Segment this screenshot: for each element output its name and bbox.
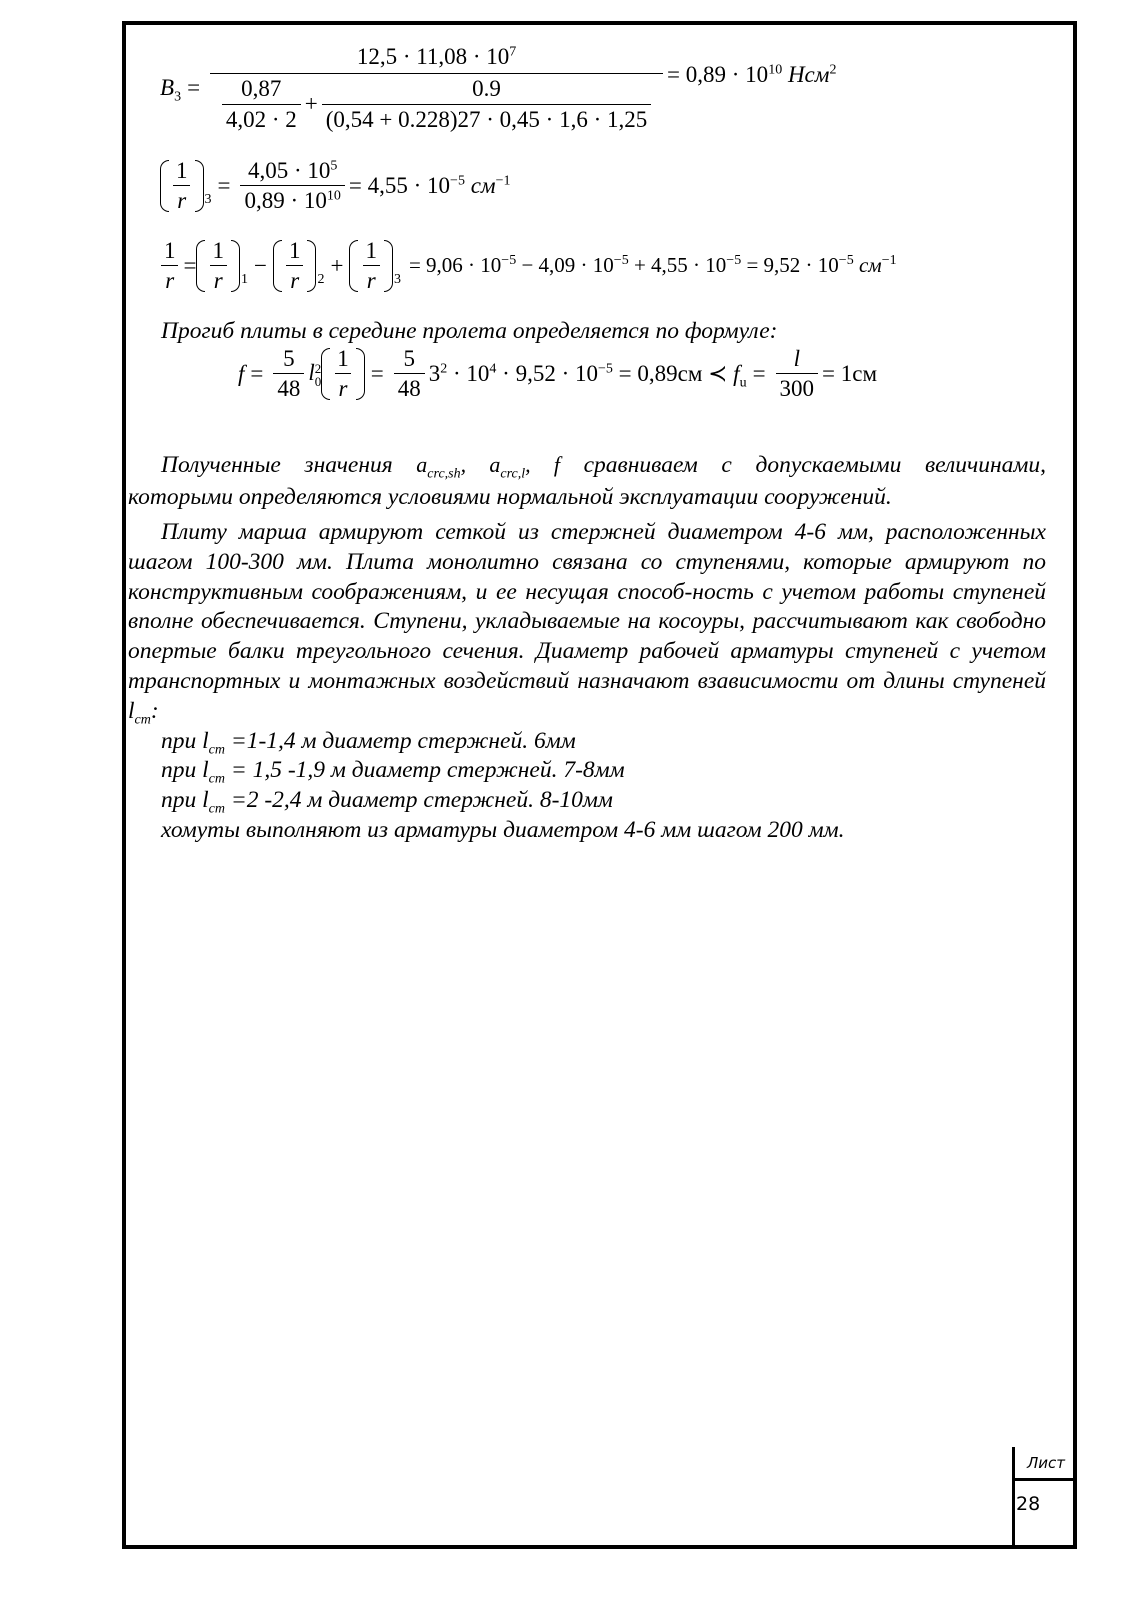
- list-item: при $l_{cm} =1-1,4$ м диаметр стержней. 6мм: [161, 727, 576, 758]
- b3-den2-den: (0,54 + 0.228)27 · 0,45 · 1,6 · 1,25: [322, 104, 652, 132]
- formula-r-sum: $\frac{1}{r}$ = $\frac{1}{r}$ 1 − $\frac{1}{r}$ 2 + $\frac{1}{r}$ 3 = $9,06 \cdot 10^{-5} - 4,09 \cdot 10^{-5} + 4,55 \cdot 10^{-5} = 9,52 \cdot 10^{-5}$ $см^{-1}$: [160, 238, 897, 294]
- b3-lhs: B: [160, 75, 175, 101]
- last-line: хомуты выполняют из арматуры диаметром 4-6 мм шагом 200 мм.: [161, 816, 845, 843]
- deflection-calc: $3^2 \cdot 10^4 \cdot 9,52 \cdot 10^{-5} = 0,89см$ ≺ $f_u$: [428, 361, 747, 391]
- sheet-label: Лист: [1015, 1447, 1077, 1481]
- list-item: при $l_{cm} =2$ -2,4 м диаметр стержней. 8-10мм: [161, 787, 613, 817]
- formula-b3: $B_3$ = $12,5 \cdot 11,08 \cdot 10^7$ $\frac{0,87}{4,02 \cdot 2}$ + $\frac{0.9}{(0,54 + 0.228)27 \cdot 0,45 \cdot 1,6 \cdot 1,25}$ = $0,89 \cdot 10^{10}$ Нсм$^2$: [160, 44, 837, 132]
- sheet-number: 28: [1016, 1493, 1041, 1515]
- formula-deflection: f = $\frac{5}{48}$ l 2 0 $\frac{1}{r}$ = $\frac{5}{48}$ $3^2 \cdot 10^4 \cdot 9,52 \cdot 10^{-5} = 0,89см$ ≺ $f_u$ = $\frac{l}{300}$ = 1см: [238, 346, 878, 402]
- rsum-result: = $9,06 \cdot 10^{-5} - 4,09 \cdot 10^{-5} + 4,55 \cdot 10^{-5} = 9,52 \cdot 10^{-5}$ $см^{-1}$: [408, 253, 897, 278]
- deflection-intro: Прогиб плиты в середине пролета определяется по формуле:: [161, 318, 778, 344]
- r3-sub: 3: [204, 192, 212, 208]
- compare-paragraph: Полученные значения $a_{crc,sh}$, $a_{crc,l}$, f сравниваем с допускаемыми величинами, которыми определяются условиями нормальной эксплуатации сооружений.: [128, 452, 1047, 510]
- b3-den1-num: 0,87: [241, 76, 282, 102]
- sheet-stamp: [1012, 1447, 1077, 1549]
- r3-result: = $4,55 \cdot 10^{-5}$ $см^{-1}$: [348, 173, 511, 199]
- b3-den1-den: 4,02 · 2: [222, 104, 301, 132]
- b3-fraction: $12,5 \cdot 11,08 \cdot 10^7$ $\frac{0,87}{4,02 \cdot 2}$ + $\frac{0.9}{(0,54 + 0.228)27 \cdot 0,45 \cdot 1,6 \cdot 1,25}$: [210, 44, 663, 132]
- b3-den2-num: 0.9: [472, 76, 501, 102]
- b3-numerator: 12,5 · 11,08 · 10: [356, 44, 510, 69]
- b3-result: = $0,89 \cdot 10^{10}$ Нсм$^2$: [667, 62, 837, 87]
- reinforcement-paragraph: Плиту марша армируют сеткой из стержней диаметром 4-6 мм, расположенных шагом 100-300 мм. Плита монолитно связана со ступенями, которые армируют по конструктивным соображениям, и ее несущая способ-ность с учетом работы ступеней вполне обеспечивается. Ступени, укладываемые на косоуры, рассчитывают как свободно опертые балки треугольного сечения. Диаметр рабочей арматуры ступеней с учетом транспортных и монтажных воздействий назначают взависимости от длины ступеней $l_{cm}$: при $l_{cm} =1-1,4$ м диаметр стержней. 6мм при $l_{cm} = 1,5$ -1,9 м диаметр стержней. 7-8мм при $l_{cm} =2$ -2,4 м диаметр стержней. 8-10мм хомуты выполняют из арматуры диаметром 4-6 мм шагом 200 мм.: [128, 518, 1046, 846]
- list-item: при $l_{cm} = 1,5$ -1,9 м диаметр стержней. 7-8мм: [161, 757, 625, 788]
- b3-lhs-sub: 3: [174, 89, 182, 105]
- formula-r3: $\frac{1}{r}$ 3 = $\frac{4,05 \cdot 10^5}{0,89 \cdot 10^{10}}$ = $4,55 \cdot 10^{-5}$ $см^{-1}$: [160, 158, 511, 214]
